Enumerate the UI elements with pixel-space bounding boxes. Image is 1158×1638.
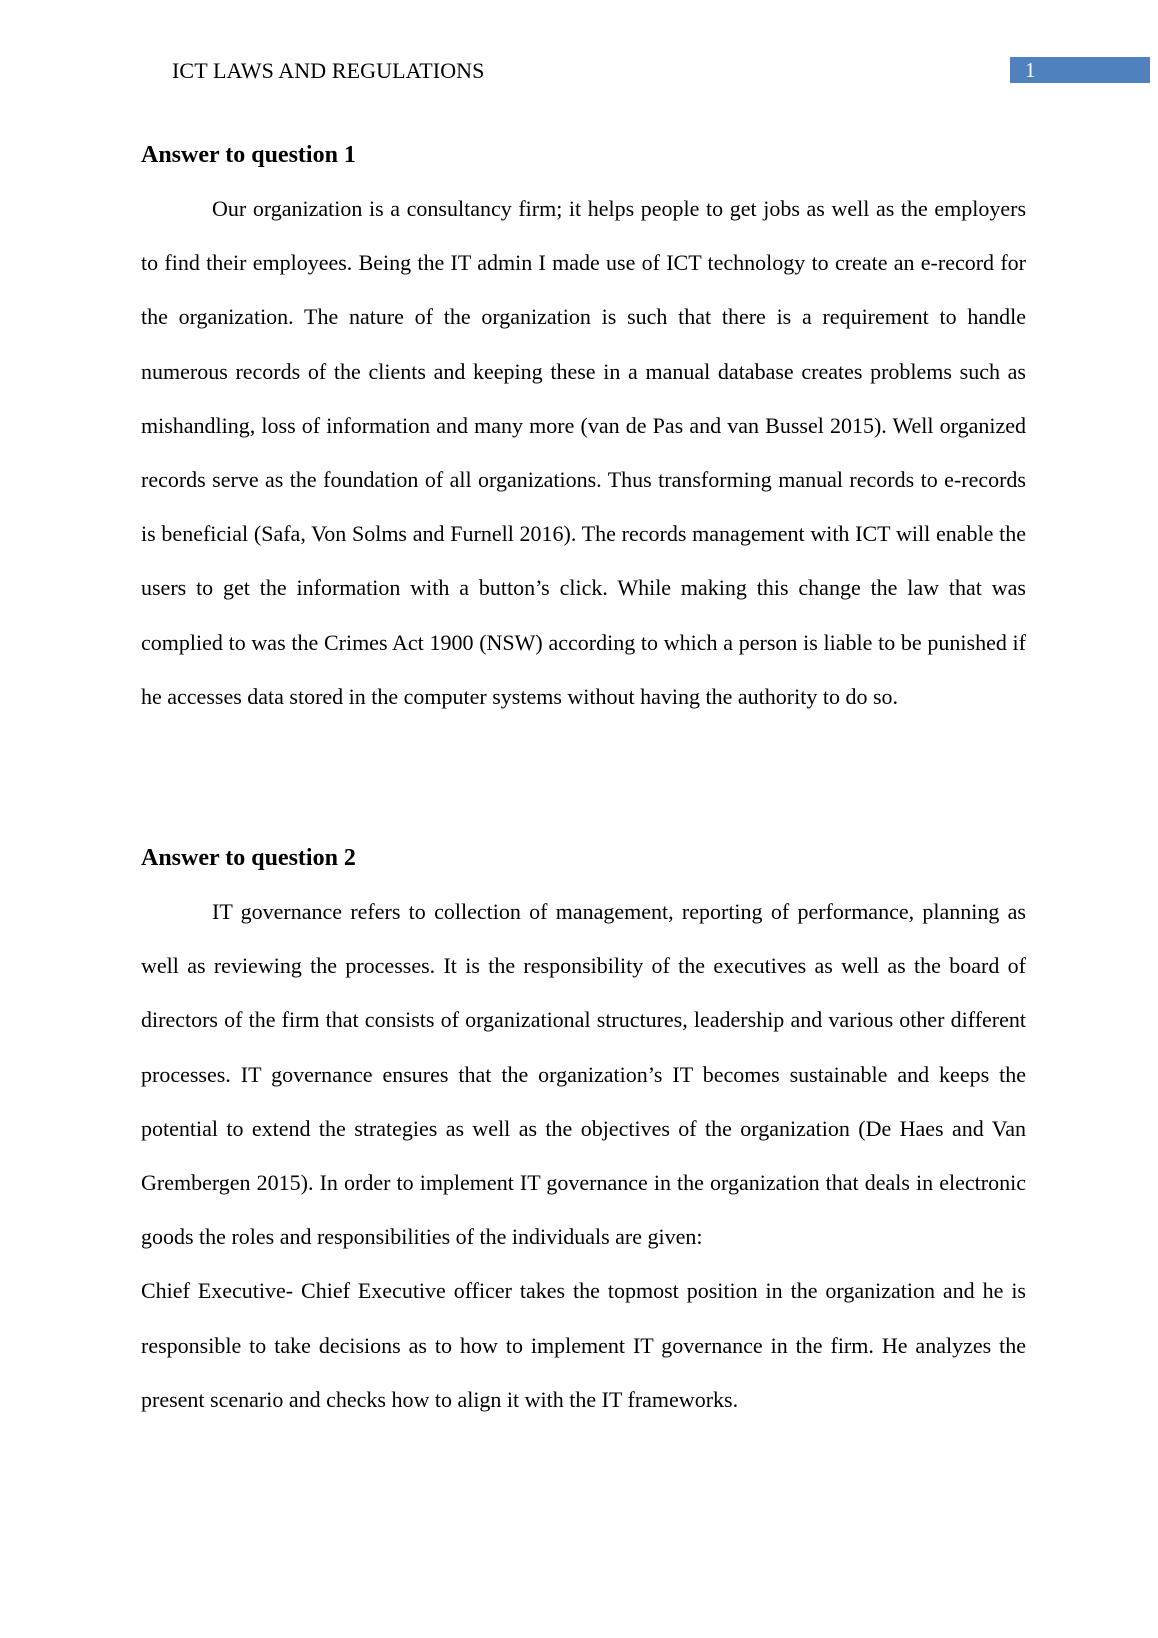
section-heading-q2: Answer to question 2 [141,845,356,871]
paragraph: Chief Executive- Chief Executive officer takes the topmost position in the organization and he is responsible to take decisions as to how to implement IT governance in the firm. He analyzes the present scenario and checks how to align it with the IT frameworks. [141,1278,1026,1412]
paragraph: Our organization is a consultancy firm; it helps people to get jobs as well as the employers to find their employees. Being the IT admin I made use of ICT technology to create an e-record for the organization. The nature of the organization is such that there is a requirement to handle numerous records of the clients and keeping these in a manual database creates problems such as mishandling, loss of information and many more (van de Pas and van Bussel 2015). Well organized records serve as the foundation of all organizations. Thus transforming manual records to e-records is beneficial (Safa, Von Solms and Furnell 2016). The records management with ICT will enable the users to get the information with a button’s click. While making this change the law that was complied to was the Crimes Act 1900 (NSW) according to which a person is liable to be punished if he accesses data stored in the computer systems without having the authority to do so. [141,196,1026,709]
paragraph: IT governance refers to collection of management, reporting of performance, planning as well as reviewing the processes. It is the responsibility of the executives as well as the board of directors of the firm that consists of organizational structures, leadership and various other different processes. IT governance ensures that the organization’s IT becomes sustainable and keeps the potential to extend the strategies as well as the objectives of the organization (De Haes and Van Grembergen 2015). In order to implement IT governance in the organization that deals in electronic goods the roles and responsibilities of the individuals are given: [141,899,1026,1250]
running-head: ICT LAWS AND REGULATIONS [172,58,485,83]
page-number-box [1010,57,1150,83]
section-body-q1 [141,182,1026,724]
page-number: 1 [1025,58,1036,82]
section-heading-q1: Answer to question 1 [141,142,356,168]
section-body-q2 [141,885,1026,1427]
